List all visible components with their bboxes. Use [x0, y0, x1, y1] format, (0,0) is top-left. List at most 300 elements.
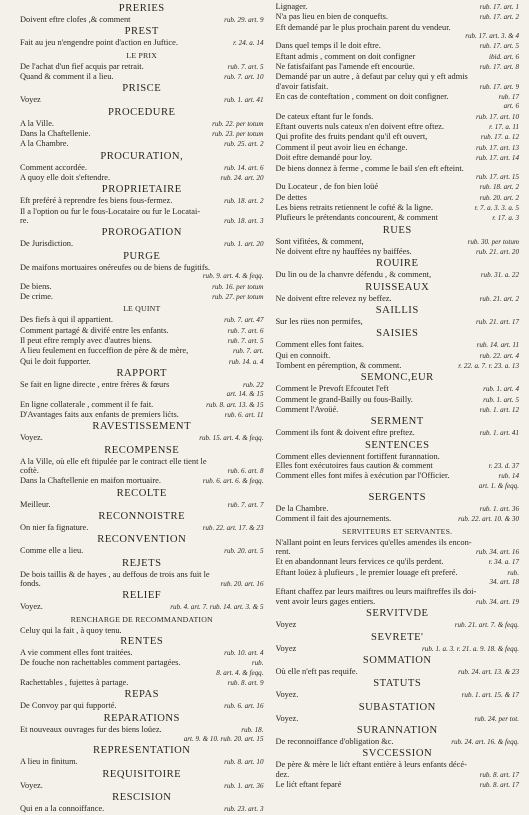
entry-text: A la Chambre.	[20, 139, 69, 149]
index-entry	[276, 644, 520, 654]
section-heading: LE QUINT	[123, 304, 161, 314]
section-heading: SURANNATION	[356, 724, 438, 736]
index-entry	[20, 757, 264, 767]
entry-reference: rub. 27. per totum	[212, 292, 264, 301]
entry-reference: rub. 18. art. 2	[224, 197, 264, 206]
index-entry	[276, 737, 520, 747]
index-entry	[276, 471, 520, 481]
section-heading: RAVESTISSEMENT	[92, 421, 192, 433]
entry-text: Et en abandonnant leurs fervices ce qu'ils perdent.	[275, 557, 444, 567]
section-heading: REQUISITOIRE	[102, 768, 182, 780]
index-entry	[20, 523, 264, 533]
index-entry	[20, 173, 264, 183]
entry-text: Qui profite des fruits pendant qu'il eft ouvert,	[275, 132, 428, 142]
index-entry	[20, 400, 264, 410]
index-entry	[20, 272, 264, 281]
index-entry	[276, 770, 520, 780]
entry-reference: rub. 7. art. 10	[224, 73, 264, 82]
entry-text: Voyez.	[275, 690, 299, 700]
entry-text: Elles font exécutoires faus caution & comment	[275, 461, 433, 471]
entry-reference: rub. 34. art. 19	[476, 597, 519, 606]
index-entry	[276, 122, 520, 132]
index-entry	[276, 351, 520, 361]
section-heading: REPARATIONS	[103, 712, 180, 724]
entry-text: A vie comment elles font traitées.	[20, 648, 133, 658]
entry-reference: r. 7. a. 3. 3. a. 5	[474, 203, 519, 212]
entry-reference: rub. 6. art. 8	[227, 466, 264, 475]
index-entry	[20, 500, 264, 510]
entry-text: De maifons mortuaires onéreufes ou de biens de fugitifs.	[20, 262, 211, 272]
entry-text: Comment partagé & divifé entre les enfants.	[20, 325, 169, 335]
section-heading: RESCISION	[112, 792, 172, 804]
entry-text: Le lićt eftant feparé	[275, 779, 342, 789]
entry-text: Voyez	[20, 95, 41, 105]
section-heading: SOMMATION	[362, 654, 432, 666]
entry-text: Eftant loüez à plufieurs , le premier louage eft preferé.	[275, 567, 458, 577]
entry-reference: rub. 6. art. 11	[224, 410, 264, 419]
entry-text: De reconnoiffance d'obligation &c.	[275, 736, 394, 746]
entry-reference: rub. 1. a. 3. r. 21. a. 9. 18. & feqq.	[422, 644, 519, 653]
entry-reference: rub. 14	[498, 472, 519, 481]
entry-text: coftè.	[20, 465, 39, 475]
entry-reference: rub. 4. art. 7. rub. 14. art. 3. & 5	[170, 603, 264, 612]
entry-reference: r. 34. a. 17	[488, 558, 519, 567]
index-entry	[20, 95, 264, 105]
section-heading: PROPRIETAIRE	[101, 184, 182, 196]
index-entry	[20, 669, 264, 678]
entry-reference: rub. 20. art. 2	[479, 193, 519, 202]
index-entry	[276, 384, 520, 394]
entry-reference: 8. art. 4. & feqq.	[216, 668, 264, 677]
index-entry	[20, 570, 264, 579]
section-heading: SAILLIS	[375, 304, 419, 316]
index-entry	[276, 587, 520, 596]
entry-text: Plufieurs le prétendants concourent, & comment	[275, 213, 438, 223]
entry-reference: r. 24. a. 14	[233, 39, 264, 48]
index-entry	[276, 143, 520, 153]
index-entry	[276, 23, 520, 32]
entry-reference: rub. 17. art. 9	[479, 82, 519, 91]
index-entry	[20, 119, 264, 129]
entry-text: A lieu feulement en fucceffion de père & de mère,	[20, 346, 189, 356]
entry-reference: rub. 17. art. 3. & 4	[465, 32, 519, 41]
index-entry	[276, 597, 520, 607]
index-entry	[20, 315, 264, 325]
entry-reference: r. 23. d. 37	[488, 462, 519, 471]
index-entry	[20, 735, 264, 744]
entry-text: Eft preféré à reprendre fes biens fous-fermez.	[20, 196, 173, 206]
entry-text: En ligne collaterale , comment il fe fait.	[20, 399, 154, 409]
index-entry	[20, 216, 264, 226]
entry-reference: rub. 10. art. 4	[224, 649, 264, 658]
index-entry	[20, 292, 264, 302]
index-entry	[20, 648, 264, 658]
entry-text: De dettes	[275, 192, 307, 202]
entry-text: Voyez.	[20, 433, 43, 443]
index-entry	[20, 579, 264, 589]
section-heading: REJETS	[122, 557, 162, 569]
section-heading: RECOLTE	[116, 487, 167, 499]
index-entry	[20, 163, 264, 173]
index-entry	[276, 132, 520, 142]
entry-text: Ne fatisfaifant pas l'amende eft encourüe.	[275, 62, 415, 72]
entry-reference: rub. 18. art. 2	[479, 183, 519, 192]
entry-text: fonds.	[20, 579, 41, 589]
index-entry	[276, 405, 520, 415]
index-entry	[276, 504, 520, 514]
index-entry	[276, 428, 520, 438]
entry-text: re.	[20, 216, 29, 226]
entry-reference: rub. 17. art. 14	[476, 154, 519, 163]
entry-text: Qui en a la connoiffance.	[20, 804, 105, 814]
entry-text: De fouche non rachettables comment partagées.	[20, 658, 181, 668]
index-entry	[20, 390, 264, 399]
index-entry	[20, 15, 264, 25]
entry-text: rent.	[275, 547, 291, 557]
index-entry	[276, 294, 520, 304]
index-entry	[276, 62, 520, 72]
index-entry	[20, 602, 264, 612]
entry-reference: rub. 9. art. 4. & feqq.	[202, 272, 264, 281]
section-heading: SEMONC,EUR	[360, 372, 434, 384]
entry-reference: rub. 14. a. 4	[228, 357, 264, 366]
section-heading: SERVITEURS ET SERVANTES.	[342, 526, 453, 536]
entry-reference: r. 22. a. 7. r. 23. a. 13	[458, 361, 519, 370]
index-entry	[276, 270, 520, 280]
section-heading: SVCCESSION	[362, 748, 433, 760]
entry-reference: rub. 18. art. 3	[224, 217, 264, 226]
entry-text: Comme elle a lieu.	[20, 546, 84, 556]
entry-reference: rub. 23. art. 3	[224, 805, 264, 814]
section-heading: STATUTS	[373, 678, 422, 690]
section-heading: LE PRIX	[126, 50, 158, 60]
entry-text: Rachettables , fujettes à partage.	[20, 678, 129, 688]
entry-reference: rub. 22	[243, 380, 264, 389]
index-entry	[20, 546, 264, 556]
index-entry	[276, 41, 520, 51]
entry-reference: rub. 7. art.	[232, 347, 264, 356]
entry-text: Qui en connoift.	[275, 350, 331, 360]
index-entry	[276, 182, 520, 192]
index-entry	[20, 457, 264, 466]
entry-reference: rub. 34. art. 16	[476, 548, 519, 557]
entry-text: Dans la Chaftellenie.	[20, 129, 91, 139]
entry-reference: rub. 21. art. 20	[476, 247, 519, 256]
index-entry	[276, 780, 520, 790]
entry-text: Eftant ouverts nuls cateux n'en doivent eftre oftez.	[275, 122, 444, 132]
entry-text: Tombent en péremption, & comment.	[275, 360, 402, 370]
section-heading: PREST	[124, 26, 159, 38]
index-entry	[276, 213, 520, 223]
entry-reference: rub. 8. art. 17	[479, 780, 519, 789]
index-entry	[20, 207, 264, 216]
section-heading: RUES	[382, 224, 412, 236]
entry-text: Dans la Chaftellenie en maifon mortuaire.	[20, 476, 161, 486]
entry-text: Demandé par un autre , à defaut par celuy qui y eft admis	[275, 72, 468, 82]
entry-reference: rub. 8. art. 17	[479, 770, 519, 779]
entry-reference: rub. 1. art. 12	[479, 406, 519, 414]
section-heading: RECONNOISTRE	[98, 511, 186, 522]
index-entry	[276, 568, 520, 578]
entry-text: Voyez.	[275, 713, 299, 723]
entry-reference: rub. 24. art. 20	[220, 174, 264, 183]
entry-reference: rub. 1. art. 36	[224, 781, 264, 790]
entry-reference: rub. 17. art. 1	[479, 3, 519, 11]
entry-text: Comment ils font & doivent eftre preftez.	[275, 428, 415, 438]
section-heading: REPAS	[124, 689, 159, 701]
section-heading: RUISSEAUX	[365, 281, 430, 293]
index-entry	[20, 139, 264, 149]
entry-reference: rub. 24. per tot.	[474, 714, 519, 723]
entry-reference: rub. 17. art. 2	[479, 13, 519, 22]
entry-reference: art. 9. & 10. rub. 20. art. 15	[183, 735, 264, 744]
index-entry	[276, 82, 520, 92]
index-entry	[276, 760, 520, 769]
entry-reference: rub. 18.	[241, 725, 264, 734]
entry-text: Les biens retraits retiennent le cofté & la ligne.	[275, 202, 433, 212]
section-heading: PROCURATION,	[100, 150, 184, 162]
entry-reference: rub. 17	[498, 93, 519, 102]
section-heading: SAISIES	[376, 328, 419, 340]
entry-reference: rub. 7. art. 5	[227, 336, 264, 345]
entry-text: Du Locateur , de fon bien loüé	[275, 182, 379, 192]
entry-reference: rub. 1. art. 41	[224, 96, 264, 105]
index-entry	[20, 326, 264, 336]
entry-text: A la Ville.	[20, 118, 55, 128]
entry-text: Voyez.	[20, 780, 43, 790]
section-heading: ROUIRE	[376, 258, 419, 270]
index-entry	[276, 153, 520, 163]
entry-text: De la Chambre.	[275, 504, 329, 514]
entry-text: Meilleur.	[20, 499, 51, 509]
entry-text: Qui le doit fupporter.	[20, 356, 91, 366]
entry-text: Ne doivent eftre ny hauffées ny baiffées.	[275, 246, 412, 256]
index-entry	[276, 112, 520, 122]
index-entry	[20, 263, 264, 272]
index-entry	[20, 410, 264, 420]
entry-reference: rub. 7. art. 47	[224, 316, 264, 325]
section-heading: REPRESENTATION	[93, 745, 191, 757]
entry-text: dez.	[275, 769, 290, 779]
entry-text: Comment le grand-Bailly ou fous-Bailly.	[275, 394, 413, 404]
index-entry	[276, 237, 520, 247]
index-entry	[276, 667, 520, 677]
section-heading: RECONVENTION	[97, 534, 187, 546]
entry-text: De biens donnez à ferme , comme le bail s'en eft efteint.	[275, 163, 464, 173]
entry-text: Lignager.	[275, 2, 308, 11]
entry-text: vent avoir leurs gages entiers.	[275, 596, 376, 606]
entry-reference: rub. 25. art. 2	[224, 140, 264, 149]
index-entry	[276, 452, 520, 461]
entry-text: De père & mère le lićt eftant entière à leurs enfants décé-	[275, 760, 467, 770]
index-entry	[276, 547, 520, 557]
section-heading: SENTENCES	[364, 439, 430, 451]
entry-reference: rub. 16. per totum	[212, 282, 264, 291]
entry-reference: 34. art. 18	[489, 578, 519, 587]
entry-reference: rub. 7. art. 6	[227, 326, 264, 335]
entry-reference: rub. 22. art. 17. & 23	[202, 524, 264, 532]
entry-reference: rub. 1. art. 20	[224, 240, 264, 249]
section-heading: RELIEF	[122, 590, 162, 602]
right-column	[274, 2, 520, 815]
index-entry	[276, 52, 520, 62]
entry-reference: rub. 29. art. 9	[224, 16, 264, 24]
section-heading: PRISCE	[122, 83, 162, 95]
entry-text: A quoy elle doit s'eftendre.	[20, 173, 111, 183]
entry-reference: rub. 15. art. 4. & feqq.	[199, 434, 264, 443]
index-entry	[276, 12, 520, 22]
index-entry	[276, 317, 520, 327]
index-entry	[276, 690, 520, 700]
entry-reference: rub. 17. art. 10	[476, 112, 519, 121]
entry-reference: rub. 14. art. 11	[476, 341, 519, 350]
entry-reference: rub. 17. art. 13	[476, 143, 519, 152]
entry-text: Comment le Prevoft Efcoutet l'eft	[275, 384, 389, 394]
entry-text: Quand & comment il a lieu.	[20, 72, 114, 82]
entry-reference: rub. 14. art. 6	[224, 163, 264, 172]
entry-text: On nier fa fignature.	[20, 523, 89, 532]
entry-reference: rub. 1. art. 4	[483, 385, 519, 394]
left-column	[20, 2, 266, 815]
index-entry	[276, 538, 520, 547]
entry-text: Dans quel temps il le doit eftre.	[275, 41, 381, 51]
index-entry	[276, 102, 520, 111]
entry-text: De biens.	[20, 281, 52, 291]
entry-text: Il a l'option ou fur le fous-Locataire ou fur le Locatai-	[20, 206, 201, 216]
entry-text: Comment il peut avoir lieu en échange.	[275, 142, 408, 152]
section-heading: SEVRETE'	[371, 631, 424, 643]
section-heading: SUBASTATION	[358, 701, 436, 713]
entry-text: De cateux eftant fur le fonds.	[275, 111, 374, 121]
index-entry	[20, 357, 264, 367]
entry-reference: rub. 17. art. 15	[476, 172, 519, 181]
index-entry	[20, 626, 264, 635]
index-entry	[20, 658, 264, 668]
index-entry	[20, 62, 264, 72]
entry-text: Comment l'Avoüé.	[275, 405, 339, 414]
entry-reference: rub. 6. art. 6. & feqq.	[202, 477, 264, 486]
entry-reference: rub. 17. a. 12	[480, 133, 519, 142]
entry-reference: ibid. art. 6	[489, 52, 519, 61]
entry-reference: rub. 21. art. 7. & feqq.	[454, 621, 519, 630]
section-heading: RAPPORT	[116, 367, 168, 379]
entry-reference: r. 17. a. 11	[489, 123, 519, 132]
entry-text: Voyez	[275, 643, 297, 653]
entry-text: De Convoy par qui fupporté.	[20, 701, 117, 711]
entry-text: A la Ville, où elle eft ftipulée par le contract elle tient le	[20, 456, 207, 466]
section-heading: SERMENT	[370, 416, 424, 428]
entry-text: Comment elles font faites.	[275, 340, 364, 350]
entry-text: Doit eftre demandé pour loy.	[275, 153, 372, 163]
index-entry	[276, 557, 520, 567]
index-entry	[276, 72, 520, 81]
entry-text: Comment elles font mifes à exécution par l'Officier.	[275, 471, 450, 481]
entry-text: De bois taillis & de hayes , au deffous de trois ans fuit le	[20, 569, 210, 579]
entry-text: Eft demandé par le plus prochain parent du vendeur.	[275, 22, 451, 32]
entry-reference: rub. 23. per totum	[212, 130, 264, 139]
entry-text: Fait au jeu n'engendre point d'action en Juftice.	[20, 38, 178, 48]
entry-reference: rub. 22. per totum	[212, 119, 264, 128]
index-entry	[276, 203, 520, 213]
entry-reference: rub. 21. art. 17	[476, 317, 519, 326]
section-heading: RENTES	[120, 636, 164, 648]
index-entry	[20, 380, 264, 390]
entry-text: Voyez	[275, 620, 297, 630]
entry-text: Comment il fait des ajournements.	[275, 514, 392, 524]
two-column-index	[20, 2, 519, 815]
entry-reference: art. 1. & feqq.	[478, 481, 519, 490]
entry-text: Et nouveaux ouvrages fur des biens loüez.	[20, 724, 162, 734]
entry-reference: rub. 7. art. 7	[227, 500, 264, 509]
entry-reference: rub. 22. art. 10. & 30	[458, 515, 519, 524]
index-entry	[20, 701, 264, 711]
index-entry	[20, 129, 264, 139]
entry-reference: rub. 8. art. 13. & 15	[206, 400, 264, 409]
entry-reference: rub. 7. art. 5	[227, 62, 264, 71]
entry-text: Doivent eftre clofes ,& comment	[20, 15, 131, 24]
entry-reference: rub. 1. art. 15. & 17	[461, 691, 519, 700]
index-entry	[276, 620, 520, 630]
index-entry	[276, 340, 520, 350]
entry-text: A lieu in finitum.	[20, 757, 78, 767]
entry-reference: rub. 1. art. 5	[483, 395, 519, 404]
entry-text: De crime.	[20, 291, 54, 301]
index-entry	[20, 38, 264, 48]
section-heading: PURGE	[123, 250, 161, 262]
entry-text: Celuy qui la fait , à quoy tenu.	[20, 625, 122, 635]
index-entry	[20, 196, 264, 206]
entry-reference: rub. 22. art. 4	[479, 351, 519, 360]
index-entry	[276, 173, 520, 182]
index-entry	[276, 578, 520, 587]
entry-text: Du lin ou de la chanvre défendu , & comment,	[275, 270, 432, 280]
index-entry	[276, 32, 520, 41]
entry-text: Voyez.	[20, 602, 43, 612]
entry-text: N'a pas lieu en bien de conquefts.	[275, 12, 388, 22]
entry-reference: rub. 24. art. 13. & 23	[458, 667, 519, 676]
entry-text: Eftant admis , comment on doit configner	[275, 51, 416, 61]
index-entry	[276, 714, 520, 724]
section-heading: RENCHARGE DE RECOMMANDATION	[70, 614, 213, 624]
entry-text: Comment accordée.	[20, 162, 87, 172]
index-entry	[276, 164, 520, 173]
entry-text: N'allant point en leurs fervices qu'elles amendes ils encon-	[275, 537, 472, 547]
index-entry	[20, 476, 264, 486]
index-entry	[20, 725, 264, 735]
entry-text: Se fait en ligne directe , entre frères & fœurs	[20, 379, 170, 389]
entry-text: d'avoir fatisfait.	[275, 81, 329, 91]
entry-reference: rub. 6. art. 16	[224, 702, 264, 711]
index-entry	[276, 361, 520, 371]
index-entry	[20, 346, 264, 356]
section-heading: PRERIES	[118, 3, 165, 14]
entry-text: Il peut eftre remply avec d'autres biens.	[20, 335, 152, 345]
index-entry	[276, 247, 520, 257]
section-heading: PROCEDURE	[108, 106, 176, 118]
index-entry	[276, 193, 520, 203]
index-entry	[20, 239, 264, 249]
entry-text: En cas de conteftation , comment on doit configner.	[275, 92, 449, 102]
entry-reference: rub. 17. art. 8	[479, 63, 519, 72]
entry-text: Sont vifitées, & comment,	[275, 236, 364, 246]
entry-text: D'Avantages faits aux enfants de premiers lićts.	[20, 409, 179, 419]
entry-reference: rub. 1. art. 36	[479, 505, 519, 514]
entry-text: De l'achat d'un fief acquis par retrait.	[20, 61, 144, 71]
entry-reference: rub. 24. art. 16. & feqq.	[451, 737, 519, 746]
entry-reference: rub. 20. art. 16	[220, 580, 264, 589]
entry-reference: rub. 30. per totum	[467, 237, 519, 246]
entry-reference: rub. 21. art. 2	[479, 294, 519, 303]
